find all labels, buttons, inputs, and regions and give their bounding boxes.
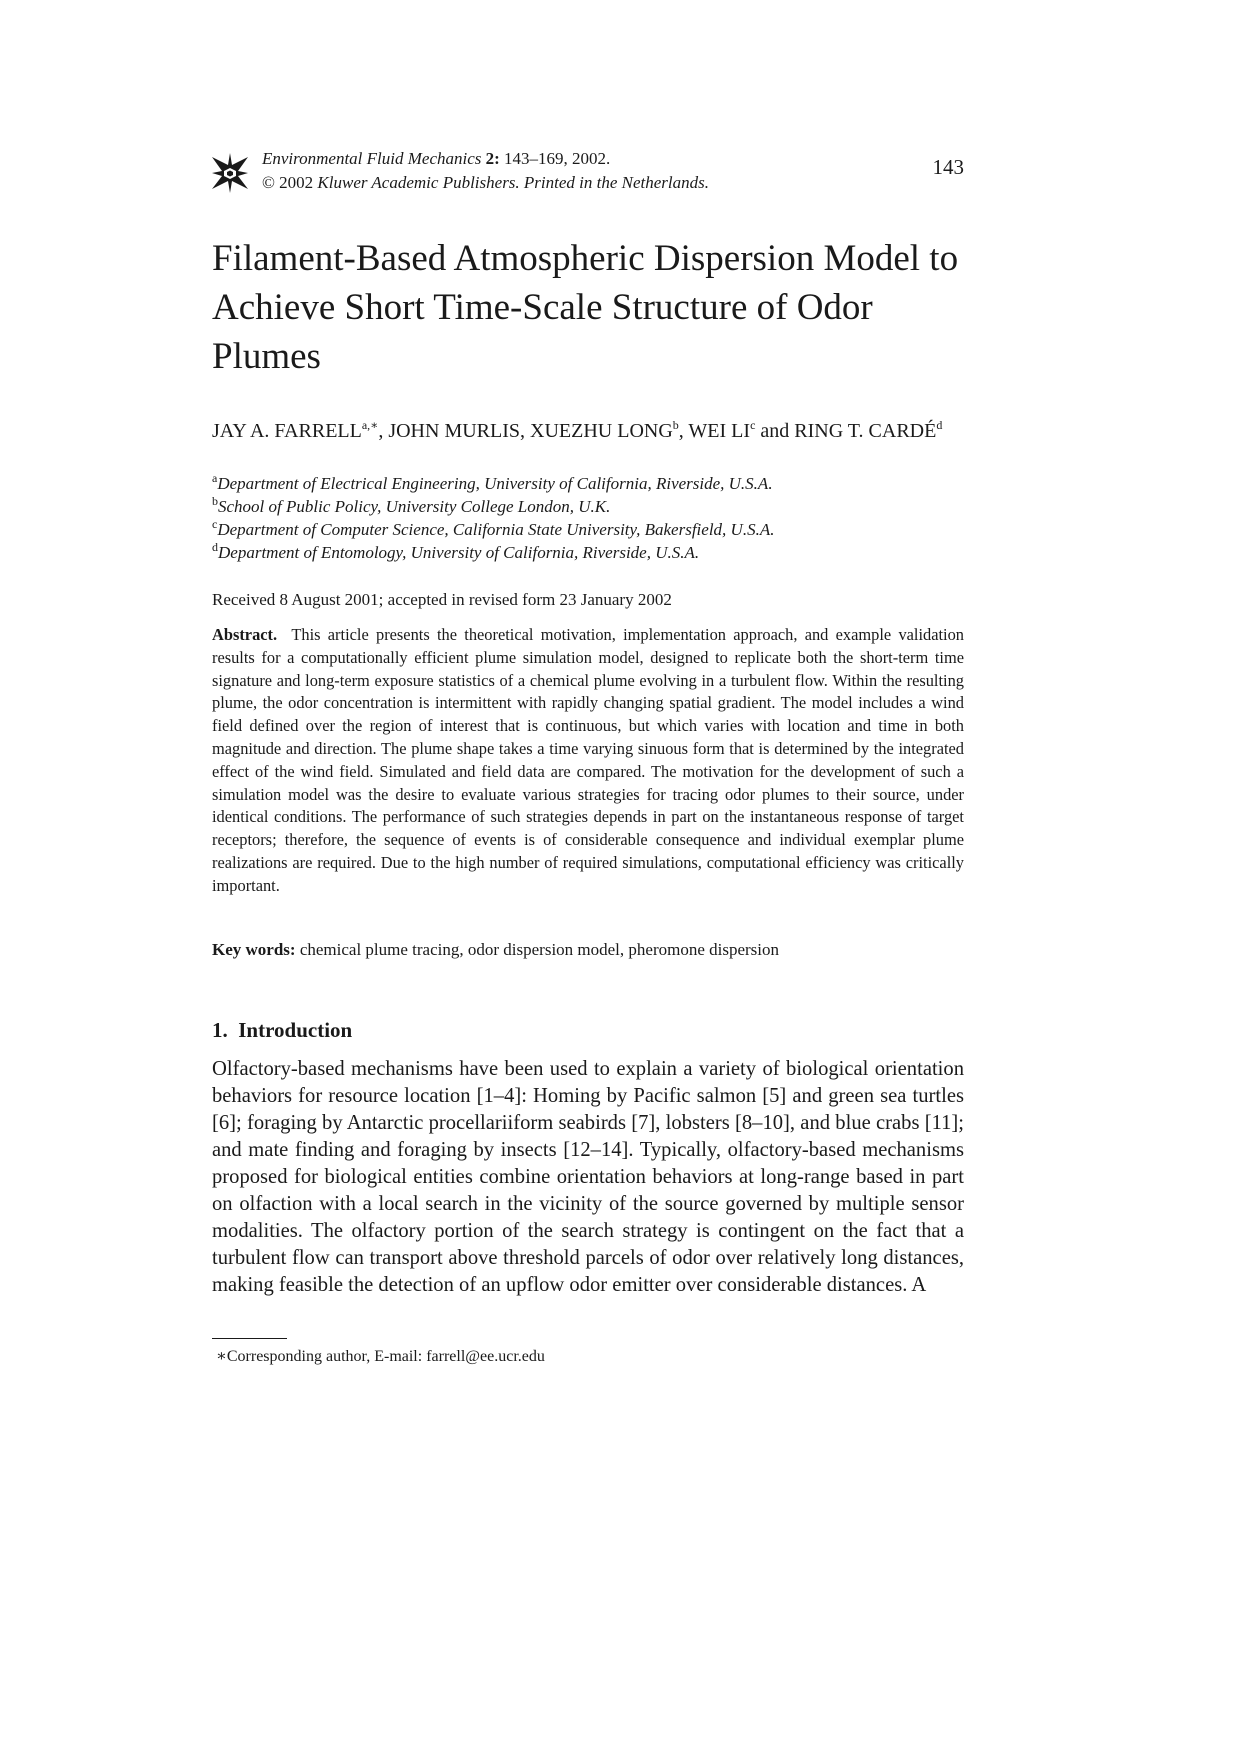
section-title: Introduction bbox=[238, 1018, 353, 1042]
publisher-line: Kluwer Academic Publishers. Printed in the Netherlands. bbox=[317, 173, 710, 192]
footnote bbox=[216, 1346, 545, 1366]
author-mark: c bbox=[750, 418, 756, 432]
journal-name: Environmental Fluid Mechanics bbox=[262, 149, 482, 168]
abstract bbox=[212, 624, 964, 898]
journal-pages: 143–169, 2002. bbox=[504, 149, 611, 168]
abstract-text: This article presents the theoretical motivation, implementation approach, and example validation results for a computationally efficient plume simulation model, designed to replicate both the short-term time signature and long-term exposure statistics of a chemical plume evolving in a turbulent flow. Within the resulting plume, the odor concentration is intermittent with rapidly changing spatial gradient. The model includes a wind field defined over the region of interest that is continuous, but which varies with location and time in both magnitude and direction. The plume shape takes a time varying sinuous form that is determined by the integrated effect of the wind field. Simulated and field data are compared. The motivation for the development of such a simulation model was the desire to evaluate various strategies for tracing odor plumes to their source, under identical conditions. The performance of such strategies depends in part on the instantaneous response of target receptors; therefore, the sequence of events is of considerable consequence and individual exemplar plume realizations are required. Due to the high number of required simulations, computational efficiency was critically important. bbox=[212, 625, 964, 895]
section-number: 1. bbox=[212, 1018, 228, 1042]
journal-line-2 bbox=[262, 171, 709, 195]
journal-volume: 2: bbox=[485, 149, 500, 168]
journal-citation bbox=[262, 147, 709, 195]
abstract-label: Abstract. bbox=[212, 625, 278, 644]
author-name: JOHN MURLIS bbox=[388, 420, 521, 442]
affiliation-mark: b bbox=[212, 494, 218, 508]
footnote-mark: ∗ bbox=[216, 1348, 227, 1365]
affiliation-mark: c bbox=[212, 517, 218, 531]
affiliation-mark: a bbox=[212, 471, 218, 485]
journal-header bbox=[212, 147, 964, 197]
author-list: JAY A. $FARRELL^{a,∗}$, JOHN MURLIS, XUEZHU LONG$^b$, WEI $LI^c$ and RING T. CARDÉ$^d$ bbox=[212, 418, 943, 442]
author-mark: a,∗ bbox=[361, 418, 379, 432]
author-mark: b bbox=[672, 418, 679, 432]
journal-line-1 bbox=[262, 147, 709, 171]
footnote-divider bbox=[212, 1338, 287, 1339]
affiliation-mark: d bbox=[212, 540, 218, 554]
section-heading bbox=[212, 1018, 352, 1043]
affiliation-item bbox=[212, 472, 964, 495]
affiliation-text: School of Public Policy, University College London, U.K. bbox=[218, 497, 611, 516]
keywords bbox=[212, 940, 779, 960]
affiliation-text: Department of Electrical Engineering, University of California, Riverside, U.S.A. bbox=[217, 474, 773, 493]
kluwer-logo-icon bbox=[212, 151, 248, 195]
paper-title: Filament-Based Atmospheric Dispersion Model to Achieve Short Time-Scale Structure of Odor Plumes bbox=[212, 238, 959, 377]
footnote-text: Corresponding author, E-mail: farrell@ee.ucr.edu bbox=[226, 1348, 545, 1365]
affiliation-item bbox=[212, 495, 964, 518]
author-name: WEI LI bbox=[688, 420, 751, 442]
page-number: 143 bbox=[932, 155, 964, 179]
author-name: JAY A. FARRELL bbox=[212, 420, 362, 442]
affiliation-item bbox=[212, 518, 964, 541]
author-name: RING T. CARDÉ bbox=[794, 420, 937, 442]
keywords-text: chemical plume tracing, odor dispersion model, pheromone dispersion bbox=[299, 940, 780, 959]
affiliation-text: Department of Entomology, University of California, Riverside, U.S.A. bbox=[218, 543, 700, 562]
author-name: XUEZHU LONG bbox=[530, 420, 673, 442]
affiliation-item bbox=[212, 541, 964, 564]
keywords-label: Key words: bbox=[212, 940, 296, 959]
copyright: © 2002 bbox=[262, 173, 314, 192]
received-dates: Received 8 August 2001; accepted in revised form 23 January 2002 bbox=[212, 590, 672, 609]
introduction-text: Olfactory-based mechanisms have been used to explain a variety of biological orientation behaviors for resource location [1–4]: Homing by Pacific salmon [5] and green sea turtles [6]; foraging by Antarctic procellariiform seabirds [7], lobsters [8–10], and blue crabs [11]; and mate finding and foraging by insects [12–14]. Typically, olfactory-based mechanisms proposed for biological entities combine orientation behaviors at long-range based in part on olfaction with a local search in the vicinity of the source governed by multiple sensor modalities. The olfactory portion of the search strategy is contingent on the fact that a turbulent flow can transport above threshold parcels of odor over relatively long distances, making feasible the detection of an upflow odor emitter over considerable distances. A bbox=[212, 1058, 964, 1296]
author-mark: d bbox=[936, 418, 943, 432]
affiliation-list bbox=[212, 472, 964, 564]
affiliation-text: Department of Computer Science, California State University, Bakersfield, U.S.A. bbox=[217, 520, 775, 539]
